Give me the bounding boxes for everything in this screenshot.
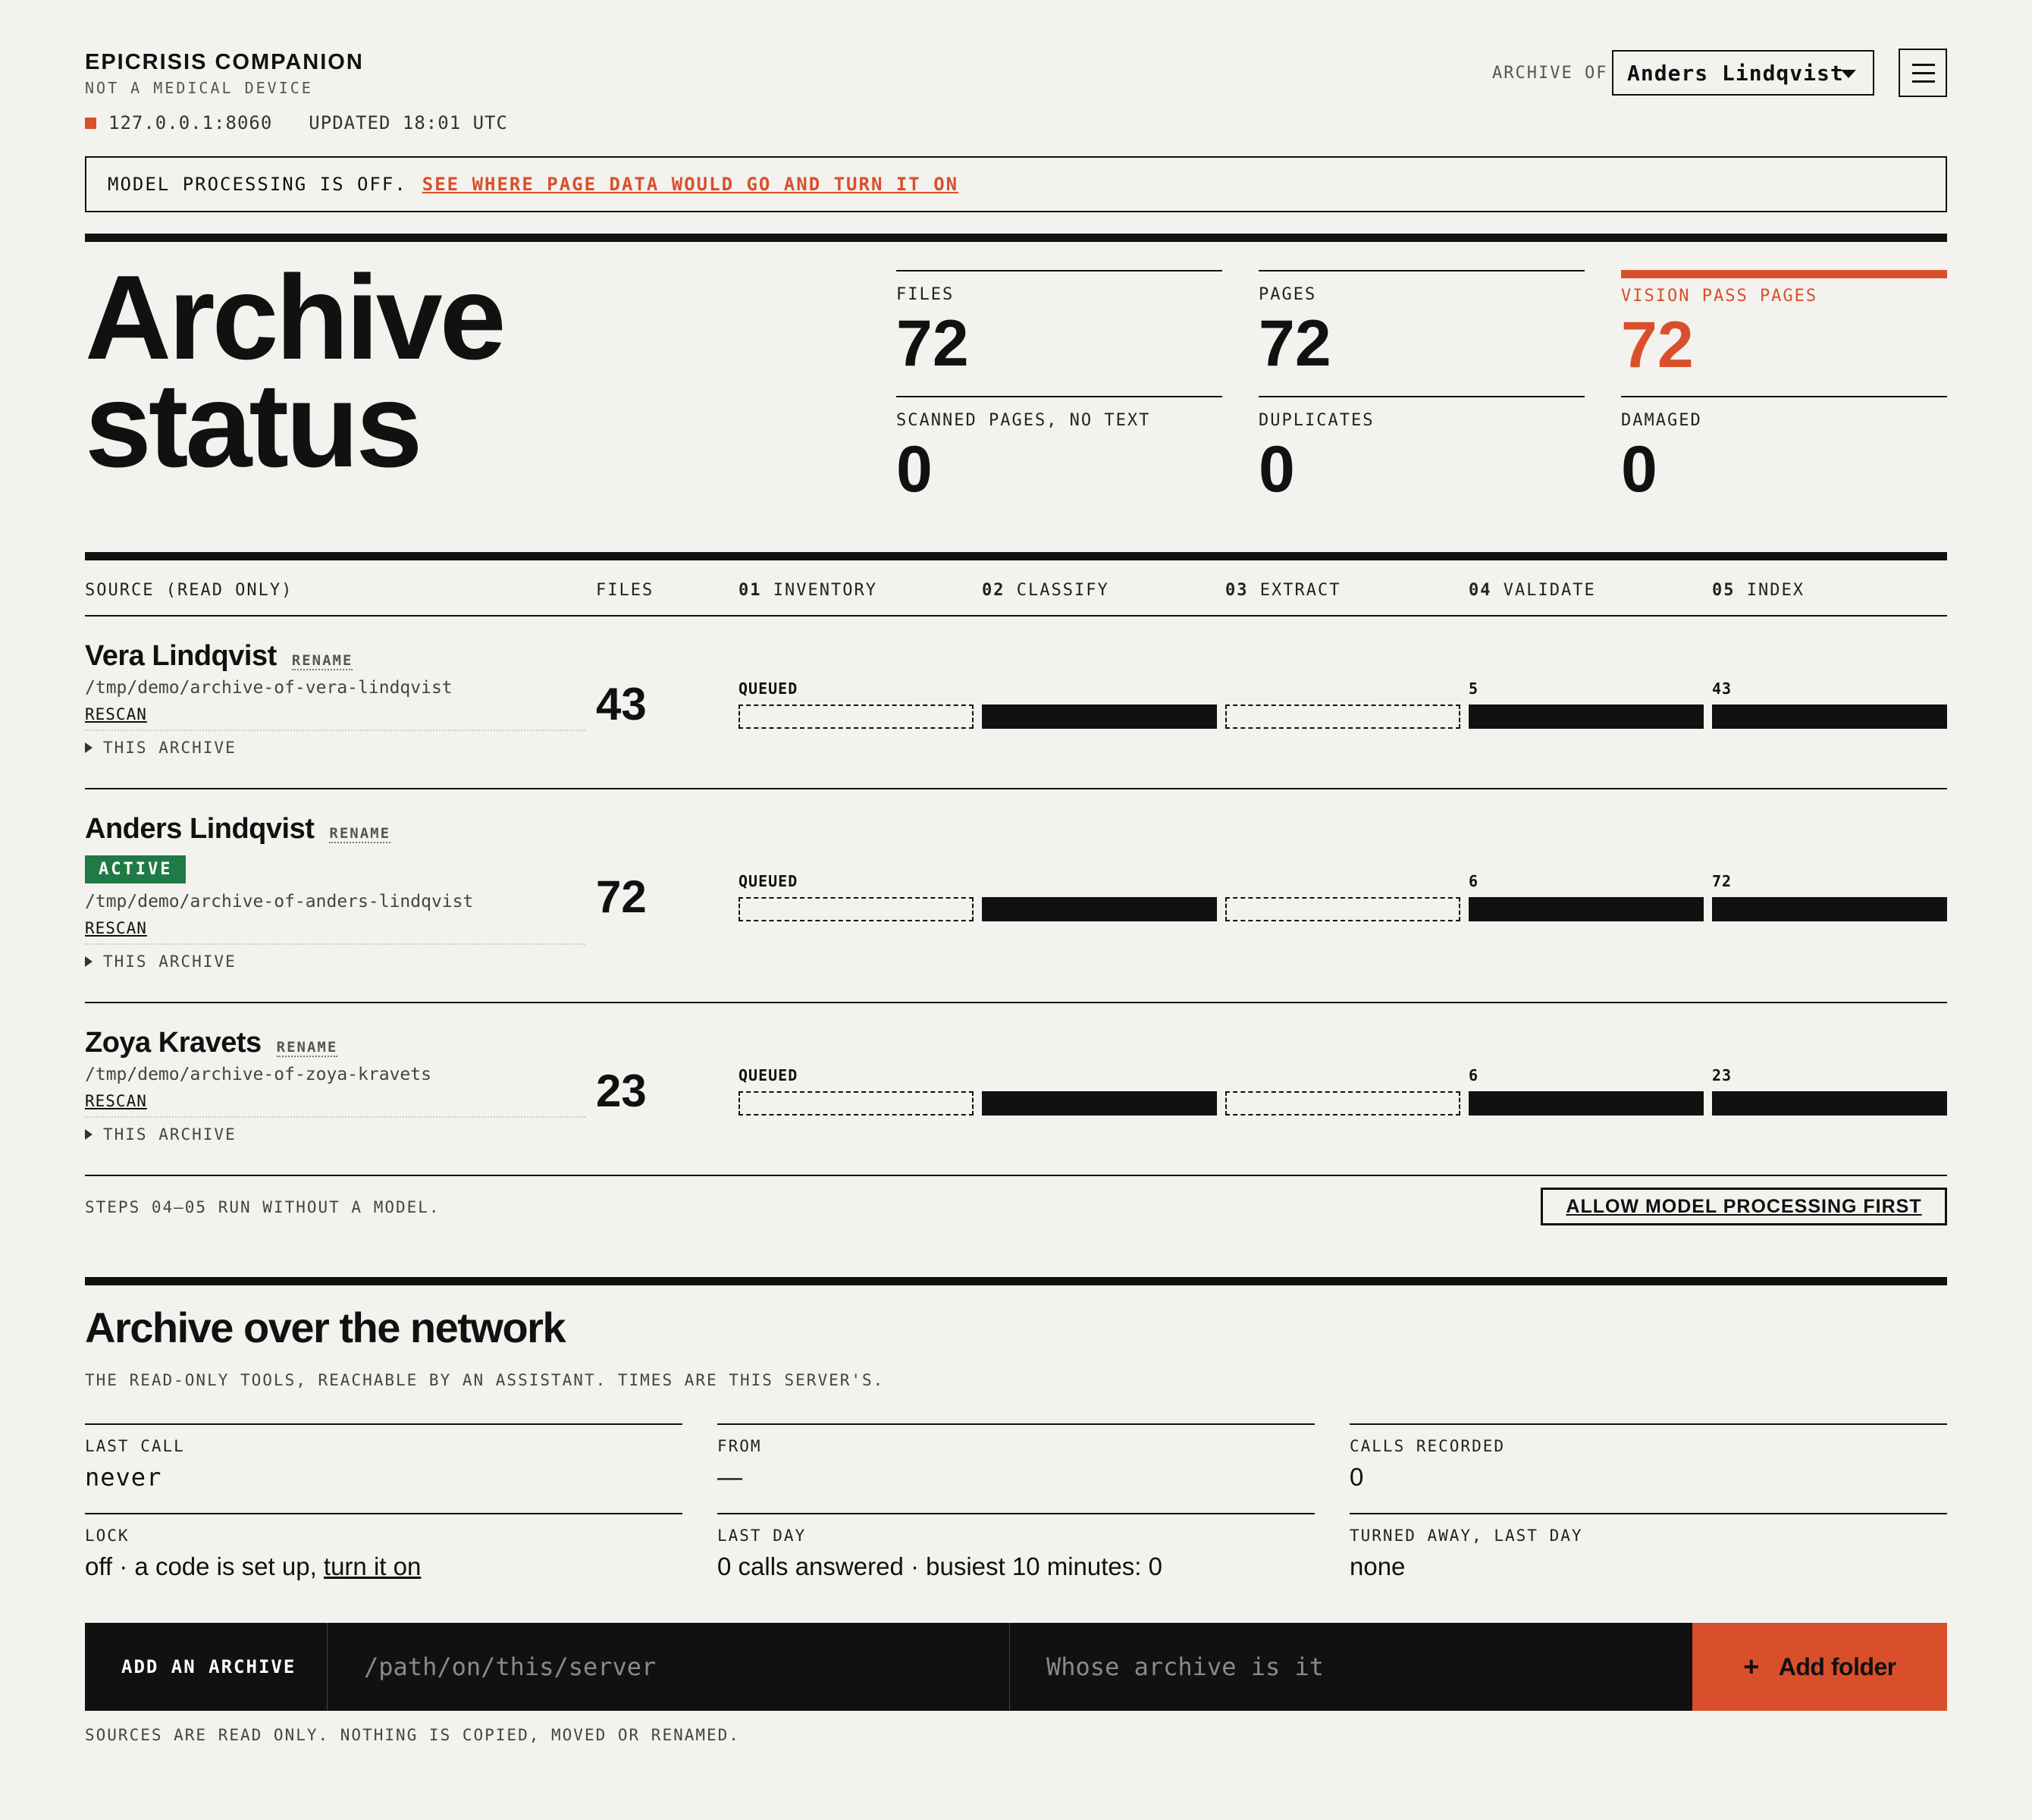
last-day-label: LAST DAY [717, 1527, 807, 1545]
row-divider [85, 1116, 585, 1118]
add-archive-label: ADD AN ARCHIVE [85, 1623, 328, 1711]
stat-label: SCANNED PAGES, NO TEXT [896, 411, 1151, 430]
triangle-right-icon [85, 742, 93, 753]
stat-scanned-no-text [896, 396, 1222, 506]
stat-label: VISION PASS PAGES [1621, 287, 1818, 306]
stat-value: 0 [896, 433, 933, 506]
step-classify-bar [982, 897, 1217, 921]
col-step-index: 05 INDEX [1712, 581, 1805, 600]
this-archive-label: THIS ARCHIVE [103, 1125, 237, 1144]
updated-time: UPDATED 18:01 UTC [309, 112, 508, 133]
page-title [85, 251, 503, 492]
step-index-bar [1712, 897, 1947, 921]
this-archive-toggle[interactable] [85, 1125, 237, 1144]
step-inventory-bar [738, 1091, 974, 1116]
plus-icon: + [1743, 1651, 1759, 1682]
this-archive-toggle[interactable] [85, 952, 237, 971]
col-step-validate: 04 VALIDATE [1469, 581, 1596, 600]
step-classify-bar [982, 704, 1217, 729]
read-only-note: SOURCES ARE READ ONLY. NOTHING IS COPIED, MOVED OR RENAMED. [85, 1726, 740, 1744]
lock-label: LOCK [85, 1527, 130, 1545]
step-validate-bar [1469, 704, 1704, 729]
col-step-extract: 03 EXTRACT [1225, 581, 1341, 600]
stat-duplicates [1259, 396, 1585, 506]
step-validate-label: 6 [1469, 1066, 1479, 1084]
triangle-right-icon [85, 956, 93, 967]
step-inventory-bar [738, 897, 974, 921]
source-path: /tmp/demo/archive-of-anders-lindqvist [85, 892, 474, 912]
step-extract-bar [1225, 897, 1460, 921]
step-index-label: 43 [1712, 679, 1733, 698]
notice-link[interactable]: SEE WHERE PAGE DATA WOULD GO AND TURN IT ON [422, 174, 959, 195]
turned-away-label: TURNED AWAY, LAST DAY [1350, 1527, 1583, 1545]
source-path: /tmp/demo/archive-of-zoya-kravets [85, 1065, 431, 1084]
archive-select[interactable] [1612, 50, 1874, 96]
step-index-label: 72 [1712, 872, 1733, 890]
step-index-bar [1712, 1091, 1947, 1116]
source-name [85, 1027, 337, 1059]
from-cell [717, 1423, 1315, 1492]
step-validate-bar [1469, 897, 1704, 921]
rescan-button[interactable]: RESCAN [85, 1092, 147, 1110]
from-value: — [717, 1463, 742, 1491]
stat-vision-pass-pages [1621, 270, 1947, 381]
step-inventory-bar [738, 704, 974, 729]
lock-cell [85, 1513, 682, 1581]
host-address: 127.0.0.1:8060 [108, 112, 273, 133]
archive-select-value: Anders Lindqvist [1627, 60, 1844, 86]
add-folder-button[interactable] [1692, 1623, 1947, 1711]
stat-label: DAMAGED [1621, 411, 1702, 430]
source-name-text: Zoya Kravets [85, 1027, 262, 1059]
this-archive-toggle[interactable] [85, 739, 237, 757]
archive-path-input[interactable] [328, 1623, 1010, 1711]
row-divider [85, 730, 585, 731]
last-call-cell [85, 1423, 682, 1492]
files-count: 23 [596, 1065, 647, 1116]
title-line-1: Archive [85, 251, 503, 384]
calls-recorded-label: CALLS RECORDED [1350, 1437, 1506, 1455]
model-notice [85, 156, 1947, 212]
turn-lock-on-link[interactable]: turn it on [323, 1552, 422, 1580]
col-files: FILES [596, 581, 654, 600]
stat-value: 72 [896, 307, 969, 380]
rescan-button[interactable]: RESCAN [85, 919, 147, 937]
server-status [85, 112, 508, 133]
stat-value: 0 [1621, 433, 1657, 506]
network-section-subtitle: THE READ-ONLY TOOLS, REACHABLE BY AN ASSISTANT. TIMES ARE THIS SERVER'S. [85, 1371, 885, 1389]
network-section-title: Archive over the network [85, 1304, 566, 1351]
menu-button[interactable] [1899, 49, 1947, 97]
last-day-value: 0 calls answered · busiest 10 minutes: 0 [717, 1552, 1162, 1580]
rescan-button[interactable]: RESCAN [85, 705, 147, 723]
source-name [85, 640, 353, 673]
triangle-right-icon [85, 1129, 93, 1140]
rename-button[interactable]: RENAME [291, 652, 353, 669]
calls-recorded-cell [1350, 1423, 1947, 1492]
stat-pages [1259, 270, 1585, 380]
notice-text: MODEL PROCESSING IS OFF. [108, 174, 407, 195]
stat-value: 0 [1259, 433, 1295, 506]
col-source: SOURCE (READ ONLY) [85, 581, 293, 600]
row-divider [85, 943, 585, 945]
row-rule [85, 1175, 1947, 1176]
source-path: /tmp/demo/archive-of-vera-lindqvist [85, 678, 453, 698]
table-header-rule [85, 615, 1947, 617]
last-call-value: never [85, 1463, 162, 1492]
step-inventory-label: QUEUED [738, 872, 798, 890]
step-classify-bar [982, 1091, 1217, 1116]
app-brand: EPICRISIS COMPANION [85, 50, 364, 74]
stat-files [896, 270, 1222, 380]
title-line-2: status [85, 359, 420, 492]
files-count: 43 [596, 679, 647, 730]
stat-value: 72 [1259, 307, 1331, 380]
step-index-label: 23 [1712, 1066, 1733, 1084]
col-step-classify: 02 CLASSIFY [982, 581, 1109, 600]
stat-damaged [1621, 396, 1947, 506]
last-call-label: LAST CALL [85, 1437, 185, 1455]
allow-model-processing-button[interactable]: ALLOW MODEL PROCESSING FIRST [1541, 1188, 1947, 1225]
stat-label: PAGES [1259, 285, 1317, 304]
calls-recorded-value: 0 [1350, 1463, 1364, 1491]
status-indicator [85, 118, 96, 129]
add-folder-label: Add folder [1778, 1652, 1896, 1680]
row-rule [85, 788, 1947, 789]
source-name-text: Anders Lindqvist [85, 813, 315, 845]
stat-label: DUPLICATES [1259, 411, 1375, 430]
last-day-cell [717, 1513, 1315, 1581]
section-divider [85, 234, 1947, 242]
source-name [85, 813, 390, 846]
rename-button[interactable]: RENAME [276, 1039, 338, 1056]
step-validate-bar [1469, 1091, 1704, 1116]
turned-away-value: none [1350, 1552, 1406, 1580]
step-index-bar [1712, 704, 1947, 729]
files-count: 72 [596, 871, 647, 922]
archive-of-label: ARCHIVE OF [1492, 64, 1608, 83]
this-archive-label: THIS ARCHIVE [103, 739, 237, 757]
add-archive-form [85, 1623, 1947, 1711]
section-divider [85, 552, 1947, 560]
step-validate-label: 6 [1469, 872, 1479, 890]
step-validate-label: 5 [1469, 679, 1479, 698]
archive-owner-input[interactable] [1010, 1623, 1692, 1711]
lock-value [85, 1552, 682, 1581]
active-badge: ACTIVE [85, 855, 186, 883]
step-extract-bar [1225, 704, 1460, 729]
section-divider [85, 1277, 1947, 1285]
caret-down-icon [1841, 70, 1856, 78]
from-label: FROM [717, 1437, 762, 1455]
step-inventory-label: QUEUED [738, 1066, 798, 1084]
steps-footnote: STEPS 04–05 RUN WITHOUT A MODEL. [85, 1198, 441, 1216]
lock-status-text: off · a code is set up, [85, 1552, 317, 1580]
col-step-inventory: 01 INVENTORY [738, 581, 877, 600]
step-extract-bar [1225, 1091, 1460, 1116]
rename-button[interactable]: RENAME [329, 825, 391, 842]
turned-away-cell [1350, 1513, 1947, 1581]
app-subtitle: NOT A MEDICAL DEVICE [85, 79, 313, 97]
source-name-text: Vera Lindqvist [85, 640, 277, 672]
this-archive-label: THIS ARCHIVE [103, 952, 237, 971]
row-rule [85, 1002, 1947, 1003]
stat-value: 72 [1621, 309, 1694, 381]
step-inventory-label: QUEUED [738, 679, 798, 698]
stat-label: FILES [896, 285, 955, 304]
